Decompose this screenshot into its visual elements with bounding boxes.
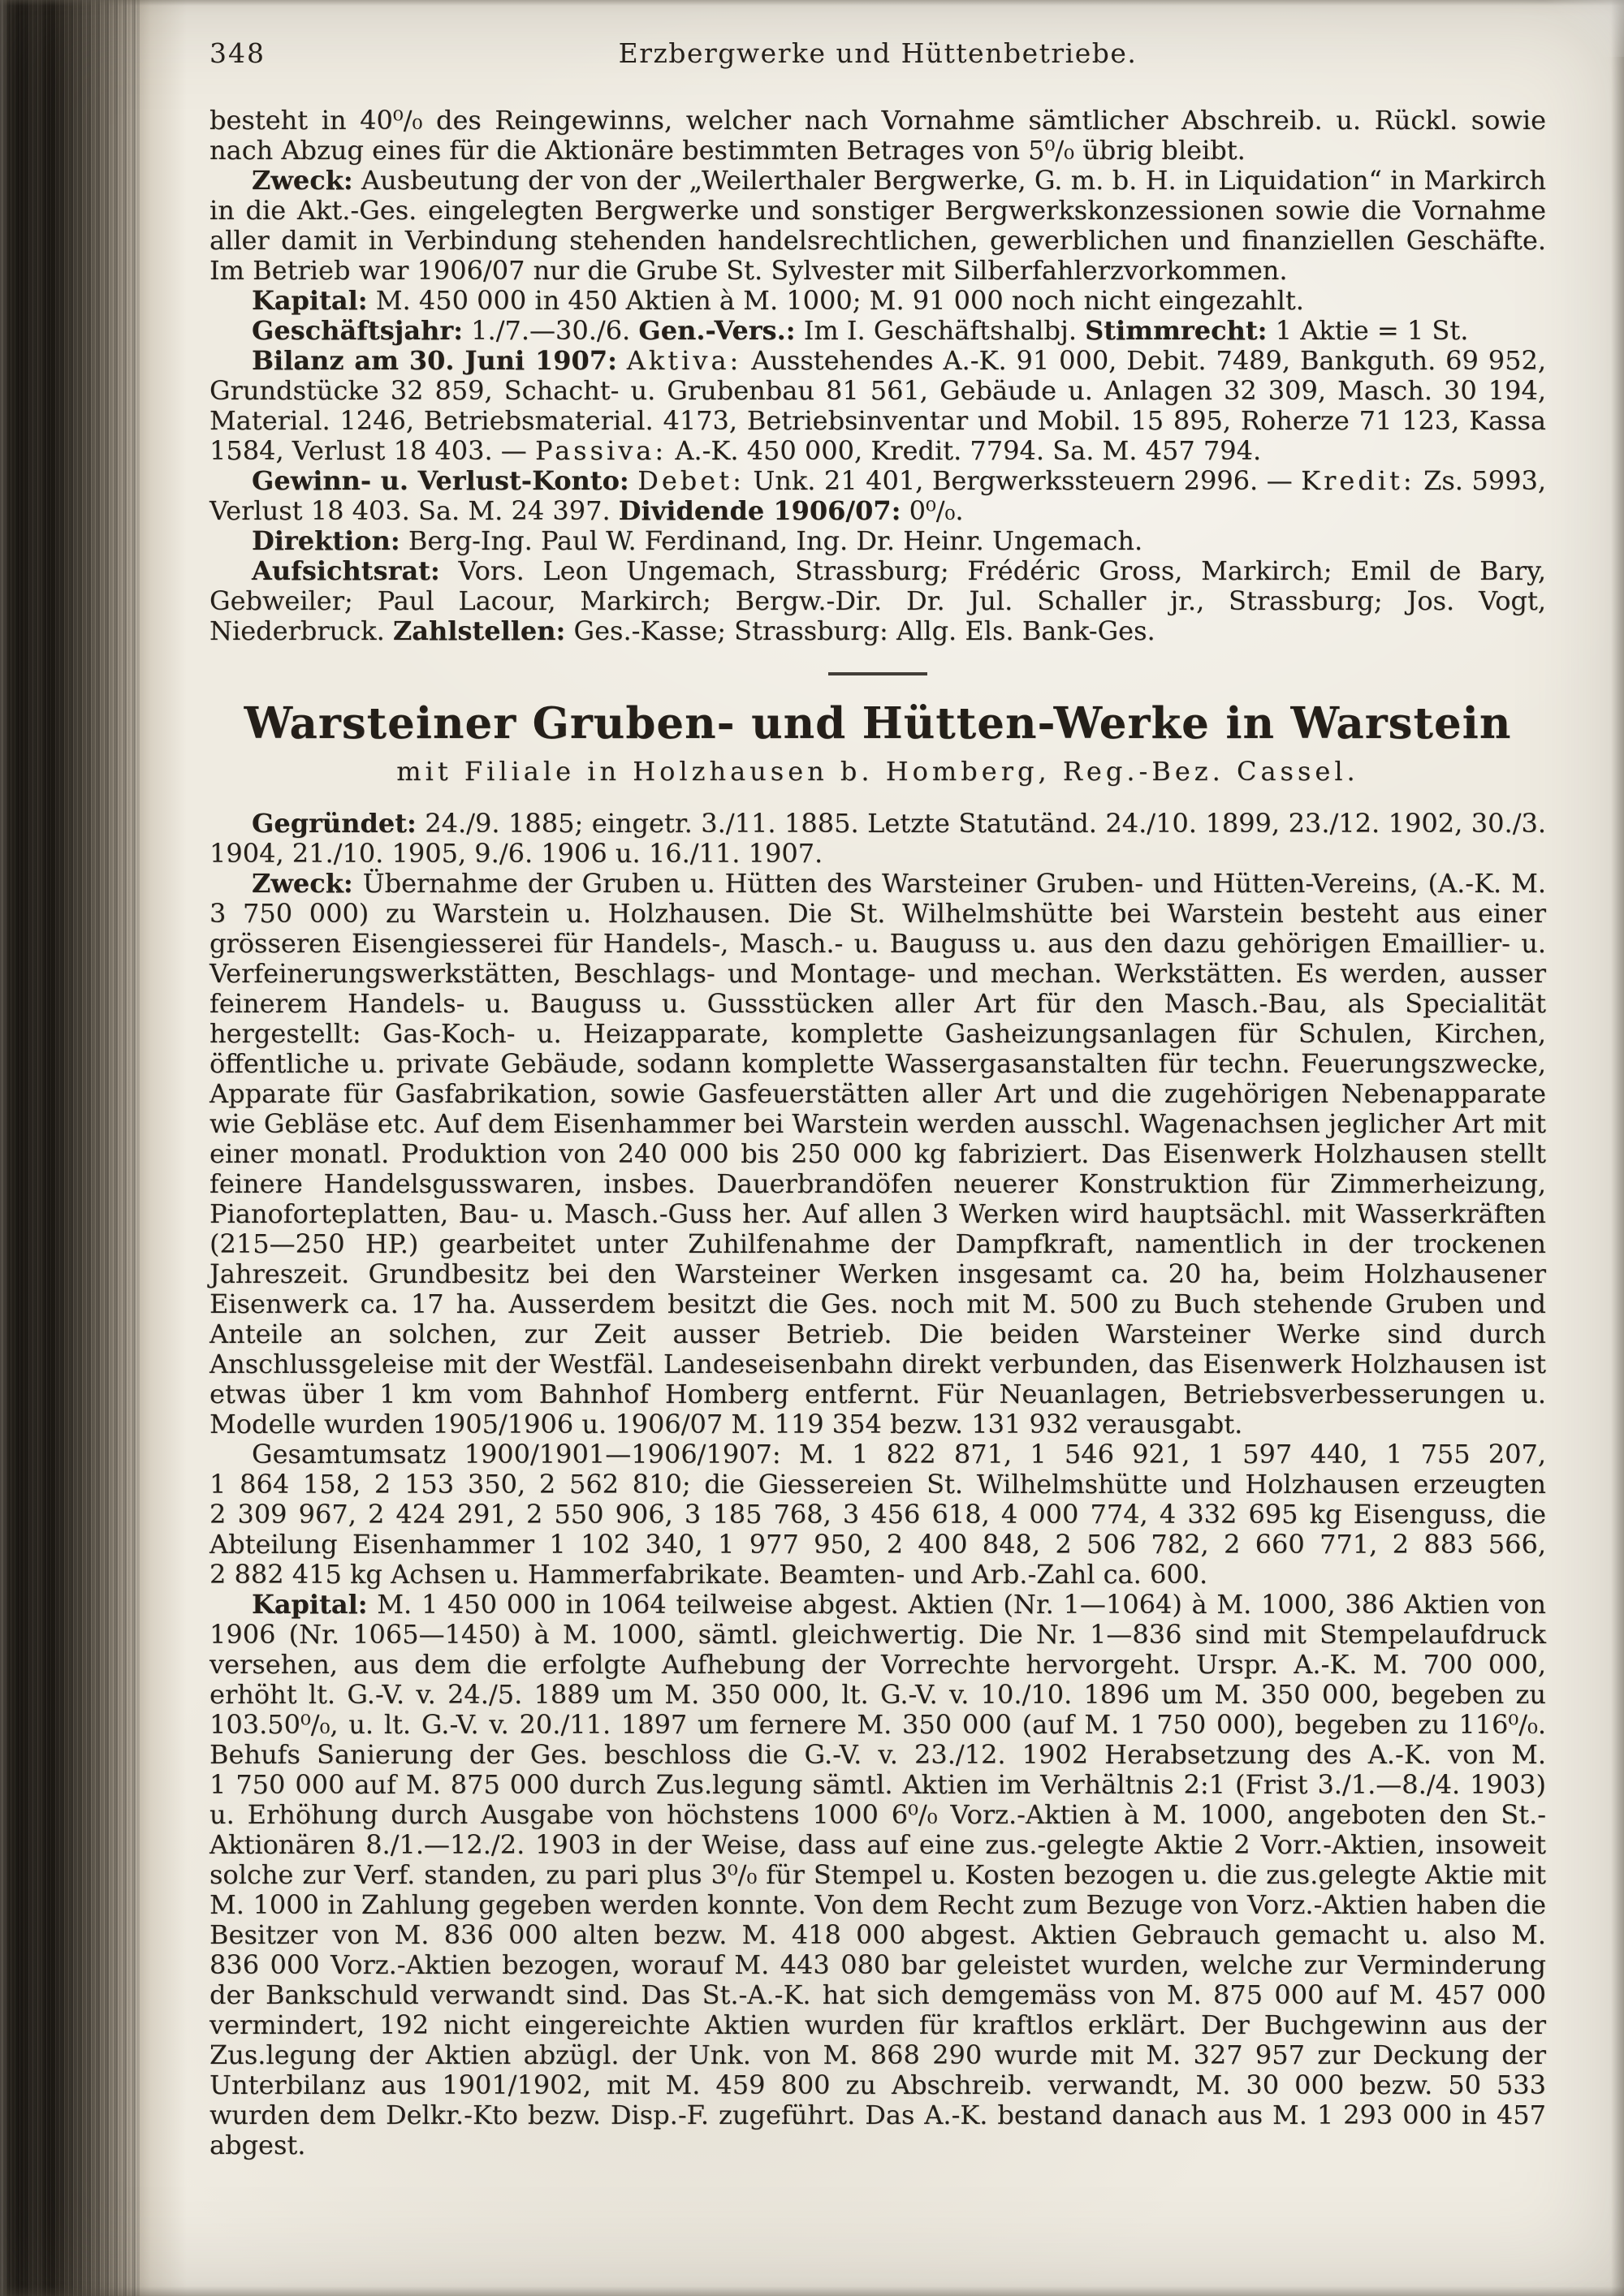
bold-label: Zahlstellen: bbox=[392, 615, 566, 646]
bold-label: Gewinn- u. Verlust-Konto: bbox=[252, 465, 629, 496]
letterspaced-label: Passiva: bbox=[534, 435, 667, 466]
entry-title: Warsteiner Gruben- und Hütten-Werke in Warstein bbox=[244, 698, 1512, 749]
running-header bbox=[209, 37, 1546, 76]
entry-paragraphs bbox=[209, 106, 1546, 646]
paragraph bbox=[209, 809, 1546, 869]
paragraph bbox=[209, 869, 1546, 1439]
bold-label: Bilanz am 30. Juni 1907: bbox=[252, 345, 617, 376]
bold-label: Direktion: bbox=[252, 525, 400, 556]
running-header-title: Erzbergwerke und Hüttenbetriebe. bbox=[618, 37, 1138, 69]
text-run: Berg-Ing. Paul W. Ferdinand, Ing. Dr. Heinr. Ungemach. bbox=[400, 525, 1143, 556]
letterspaced-label: Aktiva: bbox=[626, 345, 742, 376]
bold-label: Dividende 1906/07: bbox=[618, 495, 901, 526]
paragraph bbox=[209, 1439, 1546, 1590]
text-run: Ausstehendes A.-K. 91 000, Debit. 7489, Bankguth. 69 952, Grundstücke 32 859, Schacht- u. Grubenbau 81 561, Gebäude u. Anlagen 32 309, Masch. 30 194, Material. 1246, Betriebsmaterial. 4173, Betriebsinventar und Mobil. 15 895, Roherze 71 123, Kassa 1584, Verlust 18 403. — bbox=[209, 345, 1547, 466]
bold-label: Gen.-Vers.: bbox=[638, 315, 796, 346]
bold-label: Zweck: bbox=[252, 165, 353, 196]
paragraph bbox=[209, 556, 1546, 646]
scan-edge-bottom bbox=[0, 2286, 1624, 2296]
paragraph bbox=[209, 106, 1546, 166]
letterspaced-label: Kredit: bbox=[1301, 465, 1415, 496]
bold-label: Kapital: bbox=[252, 1589, 368, 1620]
bold-label: Kapital: bbox=[252, 285, 368, 316]
text-run: Zs. 5993, Verlust 18 403. Sa. M. 24 397. bbox=[209, 465, 1547, 526]
paragraph bbox=[209, 526, 1546, 556]
bold-label: Zweck: bbox=[252, 868, 353, 899]
bold-label: Gegründet: bbox=[252, 808, 417, 839]
entry-warsteiner-gruben-und-huetten-werke bbox=[209, 698, 1546, 2160]
text-run: Gesamtumsatz 1900/1901—1906/1907: M. 1 822 871, 1 546 921, 1 597 440, 1 755 207, 1 864 158, 2 153 350, 2 562 810; die Giessereien St. Wilhelmshütte und Holzhausen erzeugten 2 309 967, 2 424 291, 2 550 906, 3 185 768, 3 456 618, 4 000 774, 4 332 695 kg Eisenguss, die Abteilung Eisenhammer 1 102 340, 1 977 950, 2 400 848, 2 506 782, 2 660 771, 2 883 566, 2 882 415 kg Achsen u. Hammerfabrikate. Beamten- und Arb.-Zahl ca. 600. bbox=[209, 1439, 1546, 1590]
text-run: Unk. 21 401, Bergwerkssteuern 2996. — bbox=[744, 465, 1302, 496]
text-run: Im I. Geschäftshalbj. bbox=[795, 315, 1086, 346]
text-run: M. 450 000 in 450 Aktien à M. 1000; M. 91 000 noch nicht eingezahlt. bbox=[367, 285, 1304, 316]
bold-label: Stimmrecht: bbox=[1085, 315, 1268, 346]
text-run: M. 1 450 000 in 1064 teilweise abgest. Aktien (Nr. 1—1064) à M. 1000, 386 Aktien von 1906 (Nr. 1065—1450) à M. 1000, sämtl. gleichwertig. Die Nr. 1—836 sind mit Stempelaufdruck versehen, aus dem die erfolgte Aufhebung der Vorrechte hervorgeht. Urspr. A.-K. M. 700 000, erhöht lt. G.-V. v. 24./5. 1889 um M. 350 000, lt. G.-V. v. 10./10. 1896 um M. 350 000, begeben zu 103.50⁰/₀, u. lt. G.-V. v. 20./11. 1897 um fernere M. 350 000 (auf M. 1 750 000), begeben zu 116⁰/₀. Behufs Sanierung der Ges. beschloss die G.-V. v. 23./12. 1902 Herabsetzung des A.-K. von M. 1 750 000 auf M. 875 000 durch Zus.legung sämtl. Aktien im Verhältnis 2:1 (Frist 3./1.—8./4. 1903) u. Erhöhung durch Ausgabe von höchstens 1000 6⁰/₀ Vorz.-Aktien à M. 1000, angeboten den St.-Aktionären 8./1.—12./2. 1903 in der Weise, dass auf eine zus.-gelegte Aktie 2 Vorr.-Aktien, insoweit solche zur Verf. standen, zu pari plus 3⁰/₀ für Stempel u. Kosten bezogen u. die zus.gelegte Aktie mit M. 1000 in Zahlung gegeben werden konnte. Von dem Recht zum Bezuge von Vorz.-Aktien haben die Besitzer von M. 836 000 alten bezw. M. 418 000 abgest. Aktien Gebrauch gemacht u. also M. 836 000 Vorz.-Aktien bezogen, worauf M. 443 080 bar geleistet wurden, welche zur Verminderung der Bankschuld verwandt sind. Das St.-A.-K. hat sich demgemäss von M. 875 000 auf M. 457 000 vermindert, 192 nicht eingereichte Aktien wurden für kraftlos erklärt. Der Buchgewinn aus der Zus.legung der Aktien abzügl. der Unk. von M. 868 290 wurde mit M. 327 957 zur Deckung der Unterbilanz aus 1901/1902, mit M. 459 800 zu Abschreib. verwandt, M. 30 000 bezw. 50 533 wurden dem Delkr.-Kto bezw. Disp.-F. zugeführt. Das A.-K. bestand danach aus M. 1 293 000 in 457 abgest. bbox=[209, 1589, 1546, 2160]
paragraph bbox=[209, 346, 1546, 466]
bold-label: Geschäftsjahr: bbox=[252, 315, 463, 346]
text-run bbox=[617, 345, 627, 376]
letterspaced-label: Debet: bbox=[637, 465, 745, 496]
text-run: besteht in 40⁰/₀ des Reingewinns, welcher nach Vornahme sämtlicher Abschreib. u. Rückl. sowie nach Abzug eines für die Aktionäre bestimmten Betrages von 5⁰/₀ übrig bleibt. bbox=[209, 105, 1546, 166]
paragraph bbox=[209, 286, 1546, 316]
text-run: 0⁰/₀. bbox=[901, 495, 964, 526]
text-run: 1 Aktie = 1 St. bbox=[1267, 315, 1469, 346]
paragraph bbox=[209, 1590, 1546, 2160]
entry-paragraphs bbox=[209, 809, 1546, 2160]
text-run: 1./7.—30./6. bbox=[463, 315, 639, 346]
bold-label: Aufsichtsrat: bbox=[252, 555, 440, 586]
text-run: 24./9. 1885; eingetr. 3./11. 1885. Letzte Statutänd. 24./10. 1899, 23./12. 1902, 30./3. 1904, 21./10. 1905, 9./6. 1906 u. 16./11. 1907. bbox=[209, 808, 1546, 869]
entry-subtitle: mit Filiale in Holzhausen b. Homberg, Reg.-Bez. Cassel. bbox=[396, 756, 1359, 787]
text-run: Ges.-Kasse; Strassburg: Allg. Els. Bank-Ges. bbox=[565, 615, 1155, 646]
paragraph bbox=[209, 316, 1546, 346]
page-number: 348 bbox=[209, 37, 266, 69]
text-run: Ausbeutung der von der „Weilerthaler Bergwerke, G. m. b. H. in Liquidation“ in Markirch in die Akt.-Ges. eingelegten Bergwerke und sonstiger Bergwerkskonzessionen sowie die Vornahme aller damit in Verbindung stehenden handelsrechtlichen, gewerblichen und finanziellen Geschäfte. Im Betrieb war 1906/07 nur die Grube St. Sylvester mit Silberfahlerzvorkommen. bbox=[209, 165, 1546, 286]
paragraph bbox=[209, 466, 1546, 526]
text-run bbox=[629, 465, 637, 496]
paragraph bbox=[209, 166, 1546, 286]
text-run: Übernahme der Gruben u. Hütten des Warsteiner Gruben- und Hütten-Vereins, (A.-K. M. 3 750 000) zu Warstein u. Holzhausen. Die St. Wilhelmshütte bei Warstein besteht aus einer grösseren Eisengiesserei für Handels-, Masch.- u. Bauguss u. aus den dazu gehörigen Emaillier- u. Verfeinerungswerkstätten, Beschlags- und Montage- und mechan. Werkstätten. Es werden, ausser feinerem Handels- u. Bauguss u. Gussstücken aller Art für den Masch.-Bau, als Specialität hergestellt: Gas-Koch- u. Heizapparate, komplette Gasheizungsanlagen für Schulen, Kirchen, öffentliche u. private Gebäude, sodann komplette Wassergasanstalten für techn. Feuerungszwecke, Apparate für Gasfabrikation, sowie Gasfeuerstätten aller Art und die zugehörigen Nebenapparate wie Gebläse etc. Auf dem Eisenhammer bei Warstein werden ausschl. Wagenachsen jeglicher Art mit einer monatl. Produktion von 240 000 bis 250 000 kg fabriziert. Das Eisenwerk Holzhausen stellt feinere Handelsgusswaren, insbes. Dauerbrandöfen neuerer Konstruktion für Zimmerheizung, Pianoforteplatten, Bau- u. Masch.-Guss her. Auf allen 3 Werken wird hauptsächl. mit Wasserkräften (215—250 HP.) gearbeitet unter Zuhilfenahme der Dampfkraft, namentlich in der trockenen Jahreszeit. Grundbesitz bei den Warsteiner Werken insgesamt ca. 20 ha, beim Holzhausener Eisenwerk ca. 17 ha. Ausserdem besitzt die Ges. noch mit M. 500 zu Buch stehende Gruben und Anteile an solchen, zur Zeit ausser Betrieb. Die beiden Warsteiner Werke sind durch Anschlussgeleise mit der Westfäl. Landeseisenbahn direkt verbunden, das Eisenwerk Holzhausen ist etwas über 1 km vom Bahnhof Homberg entfernt. Für Neuanlagen, Betriebsverbesserungen u. Modelle wurden 1905/1906 u. 1906/07 M. 119 354 bezw. 131 932 verausgabt. bbox=[209, 868, 1546, 1439]
entry-weilerthal-continuation bbox=[209, 106, 1546, 646]
entry-separator-rule bbox=[828, 672, 927, 675]
text-run: Vors. Leon Ungemach, Strassburg; Frédéric Gross, Markirch; Emil de Bary, Gebweiler; Paul Lacour, Markirch; Bergw.-Dir. Dr. Jul. Schaller jr., Strassburg; Jos. Vogt, Niederbruck. bbox=[209, 555, 1546, 646]
text-run: A.-K. 450 000, Kredit. 7794. Sa. M. 457 794. bbox=[667, 435, 1262, 466]
